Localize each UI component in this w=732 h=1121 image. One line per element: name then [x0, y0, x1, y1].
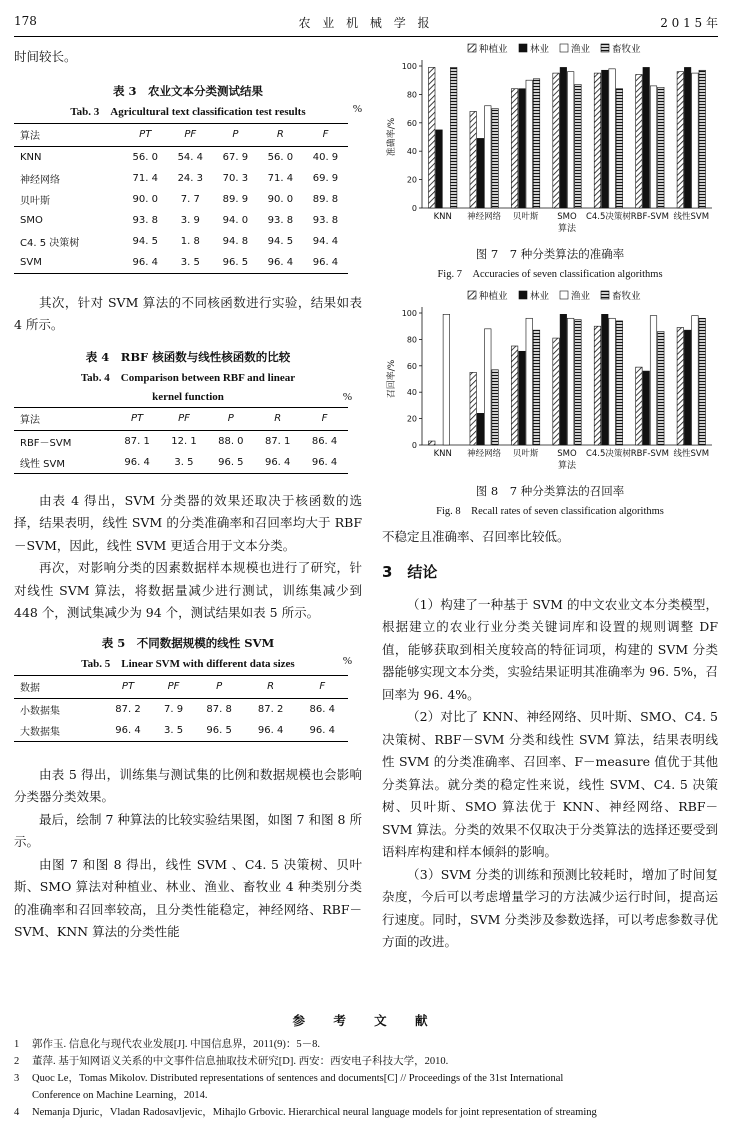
references-list — [14, 1036, 718, 1121]
table5-col-pt: PT — [102, 675, 154, 698]
bar — [594, 73, 601, 208]
y-tick-label: 60 — [406, 361, 417, 371]
bar — [616, 321, 623, 445]
table5-cell: 96. 4 — [245, 720, 297, 742]
bar — [643, 371, 650, 445]
table4-body — [14, 430, 348, 473]
bar — [485, 329, 492, 445]
legend-label: 种植业 — [479, 44, 508, 55]
table3-col-algorithm: 算法 — [14, 123, 123, 146]
table5-col-p: P — [193, 675, 245, 698]
table3-cell: 90. 0 — [267, 193, 294, 205]
x-axis-label: 算法 — [557, 224, 577, 234]
table4-col-f: F — [301, 407, 348, 430]
y-tick-label: 80 — [406, 335, 417, 345]
y-tick-label: 20 — [406, 414, 417, 424]
figure7-chart — [382, 40, 718, 240]
table4-col-pt: PT — [114, 407, 161, 430]
figure7-caption: 图 7 7 种分类算法的准确率 — [475, 247, 625, 261]
table3-cell: 1. 8 — [180, 235, 200, 247]
table3-cell: 56. 0 — [132, 151, 158, 163]
table4-col-r: R — [254, 407, 301, 430]
figure8-caption: 图 8 7 种分类算法的召回率 — [475, 484, 625, 498]
legend-label: 林业 — [530, 44, 550, 55]
bar — [609, 318, 616, 445]
table4-cell: 96. 4 — [254, 452, 301, 474]
x-tick-label: KNN — [433, 449, 452, 459]
table4-title: 表 4 RBF 核函数与线性核函数的比较 — [85, 349, 291, 364]
table3-cell: 3. 9 — [180, 214, 200, 226]
x-tick-label: RBF-SVM — [630, 212, 669, 222]
table3-unit: % — [352, 102, 362, 115]
legend-swatch — [560, 44, 568, 52]
table3-cell: 贝叶斯 — [20, 195, 50, 207]
bar — [602, 314, 609, 445]
table5-cell: 大数据集 — [14, 720, 102, 742]
legend-swatch — [519, 44, 527, 52]
table5-header-row — [14, 675, 348, 698]
y-axis-label: 召回率/% — [387, 359, 397, 399]
bar — [699, 318, 706, 445]
table5-title-en-text: Tab. 5 Linear SVM with different data sizes — [81, 657, 295, 670]
table5-cell: 7. 9 — [164, 703, 184, 715]
bar — [560, 314, 567, 445]
table3-cell: 24. 3 — [177, 172, 204, 184]
reference-item — [14, 1087, 718, 1104]
table3-header-row — [14, 123, 348, 146]
paragraph-6: 由图 7 和图 8 得出，线性 SVM 、C4. 5 决策树、贝叶斯、SMO 算法对种植业、林业、渔业、畜牧业 4 种类别分类的准确率和召回率较高，且分类性能稳定，神经网络、RBF－SVM、KNN 算法的分类性能 — [14, 856, 362, 939]
table3-cell: 56. 0 — [267, 151, 294, 163]
conclusion-1: （1）构建了一种基于 SVM 的中文农业文本分类模型，根据建立的农业行业分类关键词库和设置的规则调整 DF 值，能够获取到相关度较高的特征词项，构建的 SVM 分类器能够实现文本分类，实验结果证明其准确率为 96. 5%，召回率为 96. 4%。 — [382, 596, 718, 702]
y-axis-label: 准确率/% — [387, 117, 397, 157]
table3-cell: 71. 4 — [132, 172, 158, 184]
bar — [575, 84, 582, 208]
legend — [468, 43, 641, 55]
table4-title-en-2-text: kernel function — [152, 390, 224, 403]
legend-label: 畜牧业 — [612, 44, 641, 55]
x-tick-label: 神经网络 — [467, 449, 502, 459]
bar — [429, 441, 436, 445]
reference-text: Quoc Le，Tomas Mikolov. Distributed representations of sentences and documents[C] // Proceedings of the 31st International — [32, 1073, 564, 1084]
table4-row — [14, 430, 348, 452]
bar — [560, 67, 567, 208]
table3-cell: 7. 7 — [180, 193, 200, 205]
legend — [468, 290, 641, 302]
table4-cell: 3. 5 — [161, 452, 208, 474]
paragraph-top: 时间较长。 — [14, 49, 77, 64]
bar — [567, 72, 574, 208]
y-tick-label: 100 — [401, 62, 417, 71]
reference-number: 1 — [14, 1039, 20, 1050]
bar — [443, 314, 450, 445]
legend-swatch — [519, 291, 527, 299]
x-axis-label: 算法 — [557, 461, 577, 471]
table5-col-r: R — [245, 675, 297, 698]
table5-title: 表 5 不同数据规模的线性 SVM — [101, 635, 275, 650]
legend-label: 种植业 — [479, 291, 508, 302]
y-tick-label: 20 — [406, 175, 417, 185]
paragraph-4: 由表 5 得出，训练集与测试集的比例和数据规模也会影响分类器分类效果。 — [14, 766, 362, 804]
table3-col-p: P — [213, 123, 258, 146]
bar — [677, 72, 684, 208]
table3-cell: 96. 4 — [258, 252, 303, 274]
reference-text: 郭作玉. 信息化与现代农业发展[J]. 中国信息界，2011(9)：5－8. — [32, 1039, 321, 1050]
x-tick-label: 贝叶斯 — [512, 212, 539, 222]
legend-swatch — [601, 44, 609, 52]
table4-cell: 线性 SVM — [14, 452, 114, 474]
table4-cell: 86. 4 — [311, 435, 338, 447]
x-tick-label: KNN — [433, 212, 452, 222]
bar — [602, 70, 609, 208]
bar — [511, 346, 518, 445]
table5-title-en — [14, 655, 362, 671]
right-column — [382, 40, 718, 954]
figure8-caption-en: Fig. 8 Recall rates of seven classification algorithms — [436, 506, 664, 517]
table4-title-en-1: Tab. 4 Comparison between RBF and linear — [80, 371, 296, 384]
legend-swatch — [468, 291, 476, 299]
bar — [699, 70, 706, 208]
table3 — [14, 123, 348, 274]
y-tick-label: 40 — [406, 388, 417, 398]
bar — [692, 316, 699, 445]
table3-cell: SMO — [20, 214, 43, 226]
reference-item — [14, 1053, 718, 1070]
y-tick-label: 40 — [406, 147, 417, 157]
paragraph-5: 最后，绘制 7 种算法的比较实验结果图，如图 7 和图 8 所示。 — [14, 811, 362, 849]
bar — [492, 370, 499, 445]
legend-label: 林业 — [530, 291, 550, 302]
bar — [636, 367, 643, 445]
table3-cell: 94. 4 — [312, 235, 339, 247]
reference-number: 3 — [14, 1073, 20, 1084]
bar — [526, 80, 533, 208]
bar — [526, 318, 533, 445]
bar — [650, 86, 657, 208]
table5-cell: 96. 5 — [193, 720, 245, 742]
table3-cell: 71. 4 — [267, 172, 294, 184]
bar — [658, 87, 665, 208]
bar — [533, 330, 540, 445]
table3-col-pt: PT — [123, 123, 168, 146]
bar — [511, 89, 518, 208]
table5-col-data: 数据 — [14, 675, 102, 698]
table4-cell: 87. 1 — [264, 435, 291, 447]
bar — [429, 67, 436, 208]
table4-cell: 88. 0 — [218, 435, 244, 447]
table3-row — [14, 231, 348, 252]
table4-col-algorithm: 算法 — [14, 407, 114, 430]
conclusion-3: （3）SVM 分类的训练和预测比较耗时，增加了时间复杂度，今后可以考虑增量学习的方法减少运行时间，提高运行速度。同时，SVM 分类涉及参数选择，可以考虑参数寻优方面的改进。 — [382, 866, 718, 949]
reference-number: 4 — [14, 1107, 20, 1118]
table3-cell: 69. 9 — [312, 172, 339, 184]
y-tick-label: 0 — [411, 204, 417, 213]
paragraph-1: 其次，针对 SVM 算法的不同核函数进行实验，结果如表 4 所示。 — [14, 294, 362, 332]
figure8-chart — [382, 287, 718, 477]
table4-cell: 12. 1 — [171, 435, 197, 447]
bar — [436, 130, 443, 208]
table5-col-f: F — [296, 675, 348, 698]
bar — [650, 316, 657, 445]
table5-cell: 96. 4 — [296, 720, 348, 742]
table3-cell: 90. 0 — [132, 193, 158, 205]
table5-row — [14, 720, 348, 742]
bar — [567, 318, 574, 445]
table3-col-r: R — [258, 123, 303, 146]
table4-title-en-2 — [14, 391, 362, 403]
bar — [575, 320, 582, 445]
table3-cell: 93. 8 — [132, 214, 158, 226]
y-tick-label: 100 — [401, 309, 417, 318]
table4-col-pf: PF — [161, 407, 208, 430]
bar — [692, 73, 699, 208]
bar — [677, 328, 684, 445]
table5-cell: 87. 8 — [206, 703, 232, 715]
legend-label: 渔业 — [571, 291, 591, 302]
bar — [684, 67, 691, 208]
bar — [470, 111, 477, 208]
table5-body — [14, 698, 348, 741]
table4-cell: 96. 4 — [301, 452, 348, 474]
table4 — [14, 407, 348, 474]
table3-cell: 94. 0 — [222, 214, 249, 226]
header-rule — [14, 36, 718, 37]
table3-col-pf: PF — [168, 123, 213, 146]
bar — [609, 69, 616, 208]
table3-cell: 93. 8 — [312, 214, 339, 226]
x-tick-label: 神经网络 — [467, 212, 502, 222]
table4-cell: 96. 5 — [207, 452, 254, 474]
bar — [594, 326, 601, 445]
table3-cell: C4. 5 决策树 — [20, 237, 80, 249]
table3-body — [14, 146, 348, 273]
x-tick-label: C4.5决策树 — [585, 449, 631, 459]
bar — [533, 79, 540, 208]
table3-cell: 70. 3 — [222, 172, 249, 184]
x-tick-label: RBF-SVM — [630, 449, 669, 459]
legend-swatch — [601, 291, 609, 299]
bar — [658, 331, 665, 445]
legend-swatch — [468, 44, 476, 52]
reference-text: 董萍. 基于知网语义关系的中文事件信息抽取技术研究[D]. 西安：西安电子科技大学，2010. — [32, 1056, 449, 1067]
table3-row — [14, 168, 348, 189]
section-title-conclusion: 3 结论 — [382, 562, 438, 581]
table4-cell: 96. 4 — [114, 452, 161, 474]
y-tick-label: 80 — [406, 90, 417, 100]
legend-label: 渔业 — [571, 44, 591, 55]
table3-row — [14, 252, 348, 274]
table5 — [14, 675, 348, 742]
bar — [492, 109, 499, 208]
table4-col-p: P — [207, 407, 254, 430]
paragraph-3: 再次，对影响分类的因素数据样本规模也进行了研究，针对线性 SVM 算法，将数据量减少进行测试，训练集减少到 448 个，测试集减少为 94 个，测试结果如表 5 所示。 — [14, 560, 362, 620]
journal-year: 2 0 1 5 年 — [660, 16, 718, 30]
bar — [616, 89, 623, 208]
reference-text: Nemanja Djuric，Vladan Radosavljevic，Mihajlo Grbovic. Hierarchical neural language models for joint representation of streaming — [32, 1107, 597, 1118]
table3-cell: SVM — [14, 252, 123, 274]
bar — [643, 67, 650, 208]
x-tick-label: SMO — [557, 449, 577, 459]
y-tick-label: 0 — [411, 441, 417, 450]
table3-cell: 94. 5 — [267, 235, 294, 247]
table3-cell: 94. 5 — [132, 235, 158, 247]
bar — [684, 330, 691, 445]
x-tick-label: C4.5决策树 — [585, 212, 631, 222]
table5-cell: 86. 4 — [309, 703, 335, 715]
x-tick-label: 线性SVM — [673, 212, 710, 222]
table3-cell: 67. 9 — [222, 151, 249, 163]
table5-cell: 87. 2 — [257, 703, 284, 715]
journal-name: 农 业 机 械 学 报 — [298, 16, 434, 30]
table3-row — [14, 189, 348, 210]
table3-cell: 89. 9 — [222, 193, 249, 205]
bar — [470, 372, 477, 445]
table4-row — [14, 452, 348, 474]
table3-cell: KNN — [20, 151, 42, 163]
figure7-caption-en: Fig. 7 Accuracies of seven classification algorithms — [437, 269, 663, 280]
table4-cell: 87. 1 — [124, 435, 150, 447]
table3-cell: 96. 4 — [303, 252, 348, 274]
table4-cell: RBF－SVM — [20, 437, 72, 449]
reference-item — [14, 1104, 718, 1121]
table3-row — [14, 210, 348, 231]
x-tick-label: 贝叶斯 — [512, 449, 539, 459]
reference-number: 2 — [14, 1056, 20, 1067]
table3-cell: 40. 9 — [312, 151, 339, 163]
reference-text: Conference on Machine Learning，2014. — [32, 1090, 208, 1101]
conclusion-2: （2）对比了 KNN、神经网络、贝叶斯、SMO、C4. 5 决策树、RBF－SVM 分类和线性 SVM 算法，结果表明线性 SVM 的分类准确率、召回率、F－measure 值优于其他分类算法。就分类的稳定性来说，线性 SVM、C4. 5 决策树、贝叶斯、SMO 算法优于 KNN、神经网络、RBF－SVM 算法。分类的效果不仅取决于分类算法的选择还要受到语料库构建和样本倾斜的影响。 — [382, 709, 718, 859]
table3-title-en — [14, 103, 362, 119]
table4-unit: % — [342, 390, 352, 403]
bar — [553, 338, 560, 445]
table5-col-pf: PF — [154, 675, 194, 698]
bar — [477, 138, 484, 208]
page-number: 178 — [14, 14, 37, 28]
table5-cell: 3. 5 — [154, 720, 194, 742]
table3-cell: 94. 8 — [222, 235, 249, 247]
table5-row — [14, 698, 348, 720]
table3-row — [14, 146, 348, 168]
table3-col-f: F — [303, 123, 348, 146]
table3-cell: 3. 5 — [168, 252, 213, 274]
bar — [477, 413, 484, 445]
table4-header-row — [14, 407, 348, 430]
table5-cell: 96. 4 — [102, 720, 154, 742]
paragraph-2: 由表 4 得出，SVM 分类器的效果还取决于核函数的选择，结果表明，线性 SVM 的分类准确率和召回率均大于 RBF－SVM，因此，线性 SVM 更适合用于文本分类。 — [14, 492, 362, 553]
bar — [519, 89, 526, 208]
table3-cell: 96. 4 — [123, 252, 168, 274]
reference-item — [14, 1070, 718, 1087]
bar — [450, 67, 457, 208]
table3-title: 表 3 农业文本分类测试结果 — [112, 83, 263, 98]
bar — [636, 75, 643, 208]
bar — [553, 73, 560, 208]
bar — [519, 351, 526, 445]
table3-title-en-text: Tab. 3 Agricultural text classification test results — [70, 105, 306, 118]
table3-cell: 54. 4 — [177, 151, 204, 163]
reference-item — [14, 1036, 718, 1053]
x-tick-label: 线性SVM — [673, 449, 710, 459]
legend-label: 畜牧业 — [612, 291, 641, 302]
y-tick-label: 60 — [406, 118, 417, 128]
x-tick-label: SMO — [557, 212, 577, 222]
table3-cell: 神经网络 — [20, 174, 60, 186]
legend-swatch — [560, 291, 568, 299]
left-column — [14, 46, 362, 944]
table3-cell: 93. 8 — [267, 214, 294, 226]
references-title: 参 考 文 献 — [292, 1013, 440, 1028]
table3-cell: 89. 8 — [312, 193, 339, 205]
table5-unit: % — [342, 654, 352, 667]
table5-cell: 小数据集 — [20, 705, 60, 717]
bar — [485, 106, 492, 208]
paragraph-continued: 不稳定且准确率、召回率比较低。 — [382, 529, 570, 544]
table3-cell: 96. 5 — [213, 252, 258, 274]
table5-cell: 87. 2 — [115, 703, 141, 715]
